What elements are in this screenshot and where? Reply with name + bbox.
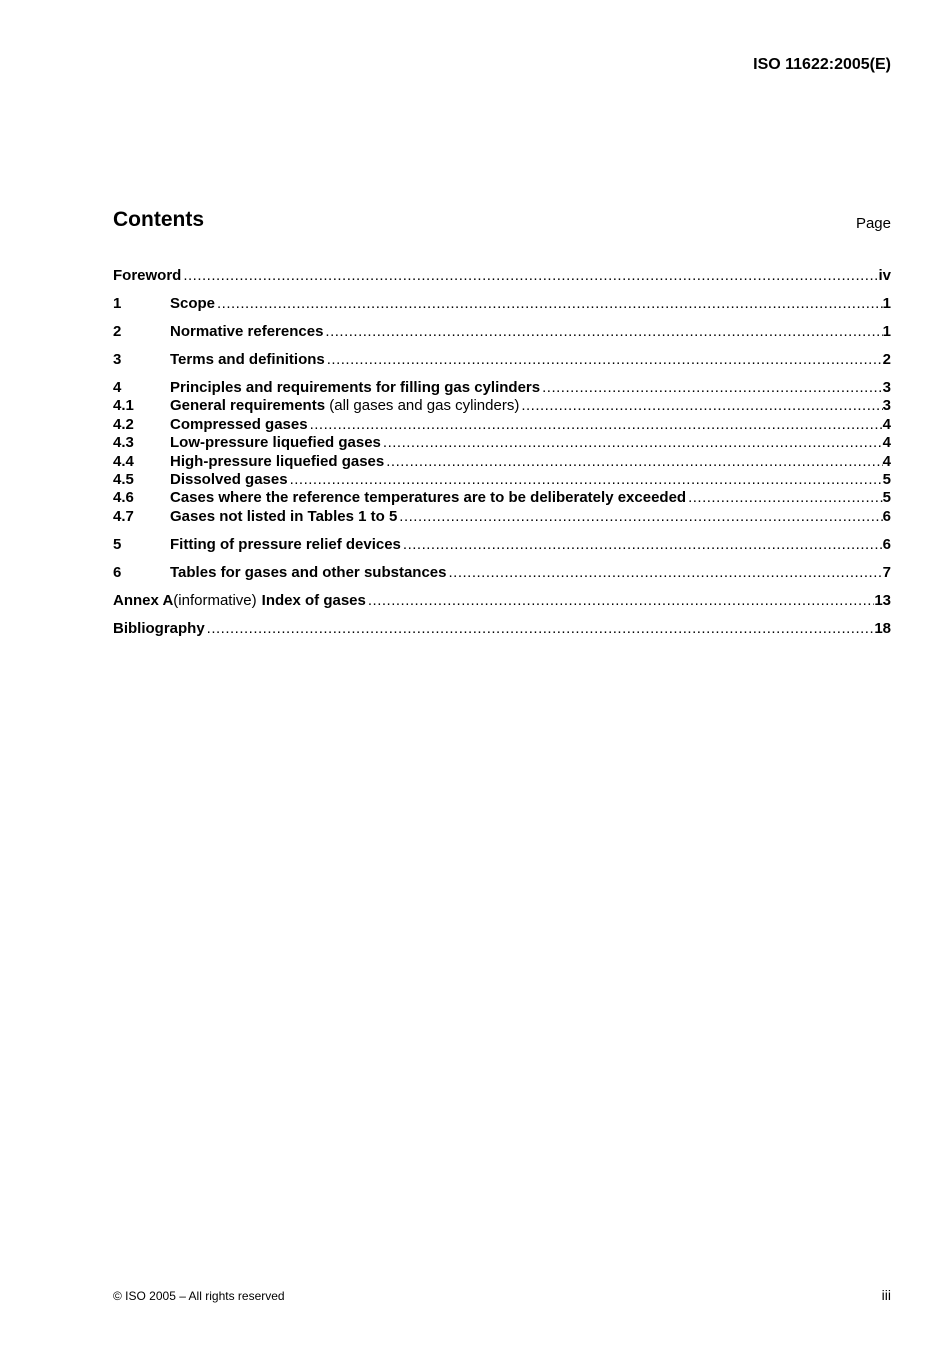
toc-entry-page: 6 [882,535,891,553]
toc-entry-5[interactable] [113,536,891,554]
toc-entry-title: Fitting of pressure relief devices [170,535,401,553]
toc-entry-page: 4 [882,434,891,452]
page-number: iii [881,1287,891,1303]
table-of-contents [113,267,891,638]
toc-entry-title: Index of gases [261,591,366,609]
toc-entry-2[interactable] [113,323,891,341]
toc-entry-number: 4.3 [113,434,134,452]
toc-entry-number: 4.6 [113,489,134,507]
toc-entry-number: 4.2 [113,415,134,433]
toc-entry-number: 4.4 [113,452,134,470]
page-column-label: Page [855,215,891,232]
toc-entry-1[interactable] [113,295,891,313]
dot-leader [446,564,882,582]
toc-entry-number: 4.5 [113,470,134,488]
toc-entry-page: 13 [874,591,891,609]
toc-entry-4-6[interactable] [113,489,891,507]
dot-leader [308,416,883,434]
toc-entry-number: 4.1 [113,397,134,415]
dot-leader [397,508,882,526]
dot-leader [384,453,882,471]
toc-entry-title: Tables for gases and other substances [170,563,447,581]
toc-entry-number: 4 [113,378,122,396]
toc-entry-page: 3 [882,397,891,415]
toc-entry-4-3[interactable] [113,434,891,452]
toc-entry-title: Dissolved gases [170,470,288,488]
toc-entry-page: 3 [882,378,891,396]
dot-leader [288,471,883,489]
toc-entry-title: Scope [170,294,216,312]
toc-entry-title: Normative references [170,322,324,340]
toc-entry-title-note: (all gases and gas cylinders) [325,397,520,415]
dot-leader [325,351,883,369]
toc-entry-page: 6 [882,507,891,525]
toc-entry-annex-a[interactable] [113,592,891,610]
toc-entry-bibliography[interactable] [113,620,891,638]
toc-entry-page: 5 [882,470,891,488]
toc-entry-title [170,397,519,415]
dot-leader [215,295,883,313]
toc-entry-page: 1 [882,294,891,312]
toc-entry-page: 18 [874,619,891,637]
toc-entry-number: 2 [113,322,122,340]
toc-entry-number: 5 [113,535,122,553]
toc-entry-4-5[interactable] [113,471,891,489]
toc-entry-number: 1 [113,294,122,312]
toc-entry-title: Foreword [113,267,182,284]
toc-entry-title: Low-pressure liquefied gases [170,434,381,452]
toc-entry-page: 4 [882,452,891,470]
dot-leader [366,592,874,610]
copyright-notice: © ISO 2005 – All rights reserved [113,1289,285,1303]
toc-entry-page: 1 [882,322,891,340]
toc-entry-page: 2 [882,350,891,368]
dot-leader [401,536,883,554]
toc-entry-number: 3 [113,350,122,368]
toc-entry-title: Gases not listed in Tables 1 to 5 [170,507,398,525]
toc-entry-number: 6 [113,563,122,581]
toc-entry-title: Compressed gases [170,415,308,433]
toc-entry-title: High-pressure liquefied gases [170,452,385,470]
dot-leader [323,323,882,341]
toc-entry-6[interactable] [113,564,891,582]
toc-entry-prefix: Annex A [113,591,174,609]
toc-entry-title-main: General requirements [170,397,326,415]
document-id: ISO 11622:2005(E) [753,56,891,73]
toc-entry-4-1[interactable] [113,397,891,415]
contents-heading: Contents [113,208,204,231]
dot-leader [381,434,883,452]
toc-entry-page: 4 [882,415,891,433]
dot-leader [540,379,883,397]
toc-entry-foreword[interactable] [113,267,891,285]
toc-entry-number: 4.7 [113,507,134,525]
toc-entry-page: 7 [882,563,891,581]
toc-entry-page: 5 [882,489,891,507]
dot-leader [181,267,878,285]
toc-entry-4[interactable] [113,379,891,397]
toc-entry-title: Cases where the reference temperatures are to be deliberately exceeded [170,489,687,507]
dot-leader [205,620,875,638]
toc-entry-prefix-note: (informative) [173,591,257,609]
toc-entry-3[interactable] [113,351,891,369]
toc-entry-4-4[interactable] [113,453,891,471]
dot-leader [686,489,883,507]
toc-entry-4-2[interactable] [113,416,891,434]
toc-entry-title: Principles and requirements for filling gas cylinders [170,378,541,396]
toc-entry-page: iv [878,267,891,284]
dot-leader [519,397,882,415]
toc-entry-title: Bibliography [113,619,205,637]
toc-entry-4-7[interactable] [113,508,891,526]
toc-entry-title: Terms and definitions [170,350,325,368]
